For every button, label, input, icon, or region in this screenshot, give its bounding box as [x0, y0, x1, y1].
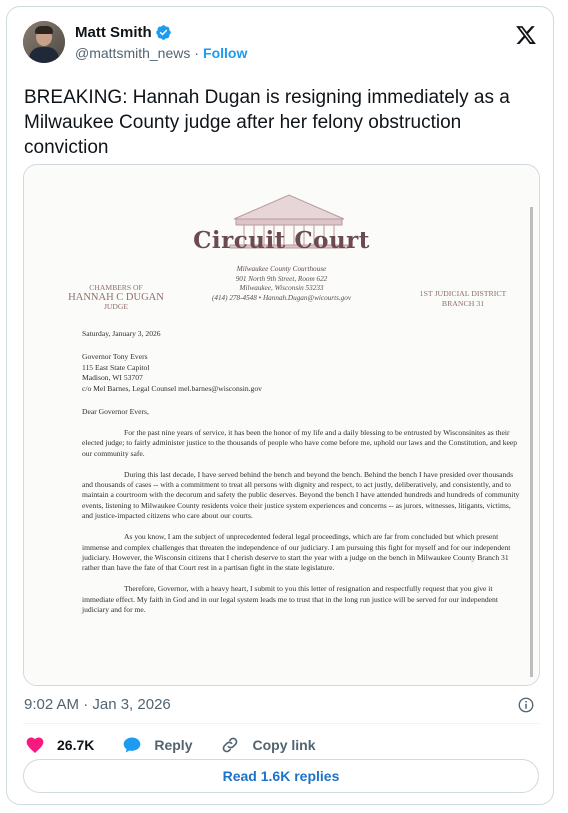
image-scrollbar[interactable] [530, 207, 533, 677]
verified-badge-icon [155, 24, 172, 41]
copy-link-button[interactable] [220, 735, 315, 755]
chambers-block [68, 283, 164, 312]
divider [23, 723, 539, 724]
chambers-label: CHAMBERS OF [89, 283, 143, 292]
reply-label: Reply [154, 737, 193, 753]
tweet-image[interactable] [23, 164, 540, 686]
author-name-row [75, 24, 172, 41]
like-button[interactable] [25, 735, 94, 755]
salutation: Dear Governor Evers, [82, 407, 149, 417]
avatar[interactable] [23, 21, 65, 63]
recipient-line: Governor Tony Evers [82, 352, 148, 362]
letter-paragraph: During this last decade, I have served behind the bench and beyond the bench. Behind the bench I have presided over thousands and thousands of cases -- with a commitment to treat all persons with dignity and respect, to act justly, deliberatively, and consistently, and to maintain a courtroom with the decorum and safety the public deserves. Beyond the bench I have attended hundreds and hundreds of community events, listening to Milwaukee County residents voice their justice system experiences and concerns -- as jurors, witnesses, litigants, victims, and justice-impacted citizens who care about our courts. [82, 469, 520, 521]
info-icon[interactable] [517, 696, 535, 714]
district-block [408, 289, 518, 309]
reply-button[interactable] [122, 735, 192, 755]
x-logo-icon[interactable] [515, 24, 537, 46]
copy-link-label: Copy link [252, 737, 316, 753]
tweet-card [6, 6, 554, 805]
letter-paragraph: For the past nine years of service, it has been the honor of my life and a daily blessing to be entrusted by Wisconsinites as their elected judge; to fairly administer justice to the thousands of people who have come before me, uphold our laws and the Constitution, and keep our community safe. [82, 427, 518, 458]
letter-paragraph: As you know, I am the subject of unprecedented federal legal proceedings, which are far from concluded but which present immense and complex challenges that threaten the independence of our judiciary. I am pursuing this fight for myself and for our independent judiciary. However, the Wisconsin citizens that I cherish deserve to start the year with a judge on the bench in Milwaukee County Branch 31 rather than have the fate of that Court rest in a partisan fight in the state legislature. [82, 532, 511, 573]
judge-name: HANNAH C DUGAN [68, 291, 164, 303]
address-line: Milwaukee, Wisconsin 53233 [239, 284, 324, 293]
author-name[interactable]: Matt Smith [75, 24, 152, 41]
tweet-timestamp[interactable]: 9:02 AM · Jan 3, 2026 [24, 696, 171, 713]
branch-label: BRANCH 31 [441, 299, 485, 308]
letter-paragraph: Therefore, Governor, with a heavy heart, I submit to you this letter of resignation and respectfully request that you give it immediate effect. My faith in God and in our legal system leads me to trust that in the long run justice will be served for our independent judiciary and for me. [82, 584, 498, 615]
judge-title: JUDGE [103, 302, 129, 312]
separator: · [194, 45, 200, 61]
read-replies-label: Read 1.6K replies [222, 768, 340, 784]
address-line: (414) 278-4548 • Hannah.Dugan@wicourts.gov [211, 293, 352, 302]
like-count: 26.7K [57, 737, 95, 753]
author-handle-row [75, 45, 247, 61]
letter-date: Saturday, January 3, 2026 [82, 329, 161, 338]
author-handle[interactable]: @mattsmith_news [75, 45, 191, 61]
letterhead-title: Circuit Court [193, 227, 370, 254]
follow-button[interactable]: Follow [203, 45, 248, 61]
letter-document [24, 165, 539, 685]
recipient-line: 115 East State Capitol [82, 362, 150, 372]
recipient-line: c/o Mel Barnes, Legal Counsel mel.barnes@wisconsin.gov [82, 383, 262, 393]
link-icon [220, 735, 240, 755]
address-line: Milwaukee County Courthouse [236, 265, 327, 273]
address-line: 901 North 9th Street, Room 622 [235, 274, 328, 283]
action-bar [25, 733, 344, 757]
speech-bubble-icon [122, 735, 142, 755]
heart-icon [25, 735, 45, 755]
letter-body [82, 329, 520, 616]
district-label: 1ST JUDICIAL DISTRICT [419, 289, 507, 298]
tweet-text: BREAKING: Hannah Dugan is resigning immediately as a Milwaukee County judge after her felony obstruction conviction [24, 87, 510, 158]
recipient-line: Madison, WI 53707 [82, 373, 143, 383]
read-replies-button[interactable] [23, 759, 539, 793]
